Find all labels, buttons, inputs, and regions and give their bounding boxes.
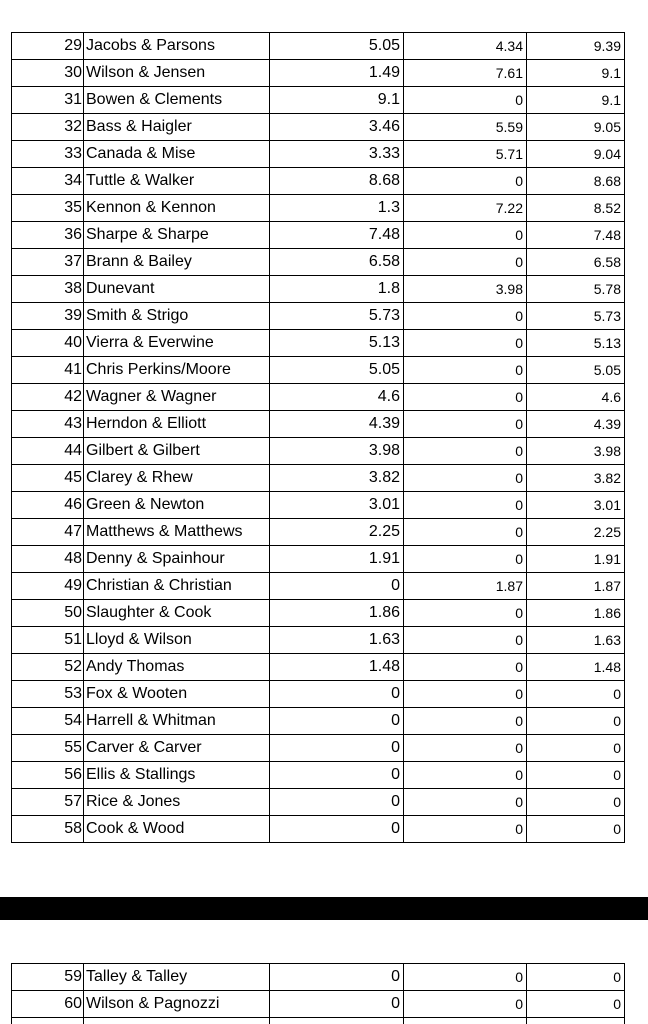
score-2-cell: 0 [404,627,527,654]
table-row [12,654,625,681]
score-1-cell: 0 [270,708,404,735]
score-2-cell: 5.71 [404,141,527,168]
score-2-cell: 0 [404,654,527,681]
total-score-cell: 1.63 [527,627,625,654]
score-1-cell: 2.25 [270,519,404,546]
score-1-cell: 3.33 [270,141,404,168]
score-2-cell: 1.87 [404,573,527,600]
table-row [12,222,625,249]
table-row [12,276,625,303]
rank-cell: 37 [12,249,84,276]
team-name-cell: Slaughter & Cook [84,600,270,627]
team-name-cell: Rice & Jones [84,789,270,816]
rank-cell: 52 [12,654,84,681]
rank-cell: 46 [12,492,84,519]
score-2-cell: 0 [404,330,527,357]
score-2-cell: 0 [404,708,527,735]
team-name-cell: Carver & Carver [84,735,270,762]
rank-cell: 38 [12,276,84,303]
total-score-cell: 2.25 [527,519,625,546]
team-name-cell: Andy Thomas [84,654,270,681]
total-score-cell: 1.86 [527,600,625,627]
standings-table-bottom [11,963,625,1024]
total-score-cell: 3.82 [527,465,625,492]
score-1-cell: 0 [270,816,404,843]
team-name-cell: Dunevant [84,276,270,303]
table-row [12,249,625,276]
rank-cell: 45 [12,465,84,492]
team-name-cell: Bass & Haigler [84,114,270,141]
team-name-cell: Green & Newton [84,492,270,519]
table-row [12,681,625,708]
rank-cell: 50 [12,600,84,627]
total-score-cell: 9.1 [527,60,625,87]
score-1-cell: 1.49 [270,60,404,87]
table-row [12,964,625,991]
score-1-cell: 6.58 [270,249,404,276]
rank-cell: 53 [12,681,84,708]
score-2-cell: 5.59 [404,114,527,141]
team-name-cell: Bowen & Clements [84,87,270,114]
total-score-cell: 1.87 [527,573,625,600]
score-1-cell: 5.05 [270,33,404,60]
total-score-cell: 7.48 [527,222,625,249]
score-2-cell: 0 [404,789,527,816]
score-1-cell: 0 [270,735,404,762]
score-1-cell: 3.46 [270,114,404,141]
table-row [12,519,625,546]
score-2-cell: 0 [404,964,527,991]
score-2-cell [404,1018,527,1024]
rank-cell: 40 [12,330,84,357]
rank-cell: 33 [12,141,84,168]
team-name-cell: Cook & Wood [84,816,270,843]
page-break-bar [0,897,648,920]
team-name-cell: Denny & Spainhour [84,546,270,573]
table-row [12,708,625,735]
total-score-cell [527,1018,625,1024]
total-score-cell: 0 [527,681,625,708]
score-1-cell: 5.73 [270,303,404,330]
rank-cell: 58 [12,816,84,843]
team-name-cell: Clarey & Rhew [84,465,270,492]
rank-cell: 60 [12,991,84,1018]
table-row [12,546,625,573]
team-name-cell: Kennon & Kennon [84,195,270,222]
score-1-cell: 0 [270,762,404,789]
rank-cell: 30 [12,60,84,87]
table-row [12,141,625,168]
total-score-cell: 8.52 [527,195,625,222]
table-row [12,60,625,87]
score-1-cell: 0 [270,681,404,708]
team-name-cell: Matthews & Matthews [84,519,270,546]
team-name-cell: Fox & Wooten [84,681,270,708]
team-name-cell: Harrell & Whitman [84,708,270,735]
team-name-cell: Lloyd & Wilson [84,627,270,654]
score-2-cell: 0 [404,87,527,114]
rank-cell: 49 [12,573,84,600]
total-score-cell: 8.68 [527,168,625,195]
score-2-cell: 0 [404,168,527,195]
table-row [12,1018,625,1024]
total-score-cell: 4.6 [527,384,625,411]
score-2-cell: 0 [404,465,527,492]
score-1-cell: 9.1 [270,87,404,114]
rank-cell: 51 [12,627,84,654]
standings-table-top [11,32,625,843]
team-name-cell: Gilbert & Gilbert [84,438,270,465]
table-row [12,762,625,789]
score-1-cell: 1.86 [270,600,404,627]
table-row [12,87,625,114]
score-1-cell: 1.3 [270,195,404,222]
score-2-cell: 0 [404,600,527,627]
score-2-cell: 7.22 [404,195,527,222]
team-name-cell: Wilson & Pagnozzi [84,991,270,1018]
team-name-cell: Canada & Mise [84,141,270,168]
total-score-cell: 5.13 [527,330,625,357]
team-name-cell: Brann & Bailey [84,249,270,276]
score-2-cell: 0 [404,411,527,438]
score-1-cell: 0 [270,789,404,816]
total-score-cell: 5.05 [527,357,625,384]
score-2-cell: 0 [404,519,527,546]
score-2-cell: 0 [404,384,527,411]
table-row [12,114,625,141]
score-2-cell: 0 [404,249,527,276]
score-1-cell: 1.63 [270,627,404,654]
score-1-cell [270,1018,404,1024]
score-2-cell: 0 [404,991,527,1018]
team-name-cell: Sharpe & Sharpe [84,222,270,249]
total-score-cell: 1.48 [527,654,625,681]
total-score-cell: 9.05 [527,114,625,141]
table-row [12,357,625,384]
table-row [12,600,625,627]
rank-cell: 29 [12,33,84,60]
score-1-cell: 1.8 [270,276,404,303]
table-row [12,735,625,762]
table-row [12,492,625,519]
score-1-cell: 5.13 [270,330,404,357]
score-2-cell: 0 [404,816,527,843]
rank-cell: 35 [12,195,84,222]
table-row [12,168,625,195]
score-2-cell: 0 [404,357,527,384]
rank-cell: 44 [12,438,84,465]
rank-cell: 55 [12,735,84,762]
score-2-cell: 0 [404,546,527,573]
team-name-cell: Tuttle & Walker [84,168,270,195]
score-2-cell: 0 [404,438,527,465]
score-2-cell: 7.61 [404,60,527,87]
score-1-cell: 4.39 [270,411,404,438]
table-row [12,573,625,600]
score-1-cell: 7.48 [270,222,404,249]
table-row [12,789,625,816]
score-1-cell: 0 [270,991,404,1018]
total-score-cell: 3.98 [527,438,625,465]
table-row [12,195,625,222]
rank-cell [12,1018,84,1024]
rank-cell: 32 [12,114,84,141]
total-score-cell: 6.58 [527,249,625,276]
team-name-cell: Wilson & Jensen [84,60,270,87]
score-2-cell: 4.34 [404,33,527,60]
total-score-cell: 5.73 [527,303,625,330]
score-1-cell: 8.68 [270,168,404,195]
score-2-cell: 0 [404,762,527,789]
rank-cell: 34 [12,168,84,195]
rank-cell: 43 [12,411,84,438]
team-name-cell: Herndon & Elliott [84,411,270,438]
total-score-cell: 4.39 [527,411,625,438]
table-row [12,627,625,654]
score-1-cell: 3.98 [270,438,404,465]
score-1-cell: 3.82 [270,465,404,492]
score-2-cell: 0 [404,222,527,249]
total-score-cell: 0 [527,762,625,789]
total-score-cell: 9.39 [527,33,625,60]
total-score-cell: 9.04 [527,141,625,168]
total-score-cell: 3.01 [527,492,625,519]
score-2-cell: 3.98 [404,276,527,303]
total-score-cell: 0 [527,789,625,816]
rank-cell: 56 [12,762,84,789]
total-score-cell: 5.78 [527,276,625,303]
total-score-cell: 0 [527,708,625,735]
score-2-cell: 0 [404,735,527,762]
team-name-cell: Jacobs & Parsons [84,33,270,60]
rank-cell: 39 [12,303,84,330]
table-row [12,465,625,492]
rank-cell: 47 [12,519,84,546]
table-row [12,991,625,1018]
score-1-cell: 0 [270,573,404,600]
score-2-cell: 0 [404,492,527,519]
team-name-cell: Vierra & Everwine [84,330,270,357]
team-name-cell: Smith & Strigo [84,303,270,330]
total-score-cell: 0 [527,964,625,991]
team-name-cell: Ellis & Stallings [84,762,270,789]
table-row [12,438,625,465]
score-1-cell: 3.01 [270,492,404,519]
team-name-cell: Talley & Talley [84,964,270,991]
rank-cell: 54 [12,708,84,735]
standings-table-bottom-body [12,964,625,1024]
score-1-cell: 5.05 [270,357,404,384]
score-2-cell: 0 [404,303,527,330]
score-1-cell: 1.48 [270,654,404,681]
team-name-cell: Wagner & Wagner [84,384,270,411]
total-score-cell: 0 [527,816,625,843]
rank-cell: 36 [12,222,84,249]
rank-cell: 31 [12,87,84,114]
table-row [12,33,625,60]
table-row [12,303,625,330]
score-1-cell: 0 [270,964,404,991]
rank-cell: 48 [12,546,84,573]
team-name-cell: Christian & Christian [84,573,270,600]
total-score-cell: 0 [527,991,625,1018]
standings-table-top-body [12,33,625,843]
total-score-cell: 1.91 [527,546,625,573]
rank-cell: 42 [12,384,84,411]
team-name-cell: Chris Perkins/Moore [84,357,270,384]
total-score-cell: 9.1 [527,87,625,114]
total-score-cell: 0 [527,735,625,762]
team-name-cell [84,1018,270,1024]
rank-cell: 41 [12,357,84,384]
table-row [12,384,625,411]
rank-cell: 59 [12,964,84,991]
table-row [12,816,625,843]
table-row [12,330,625,357]
rank-cell: 57 [12,789,84,816]
score-2-cell: 0 [404,681,527,708]
score-1-cell: 1.91 [270,546,404,573]
table-row [12,411,625,438]
score-1-cell: 4.6 [270,384,404,411]
